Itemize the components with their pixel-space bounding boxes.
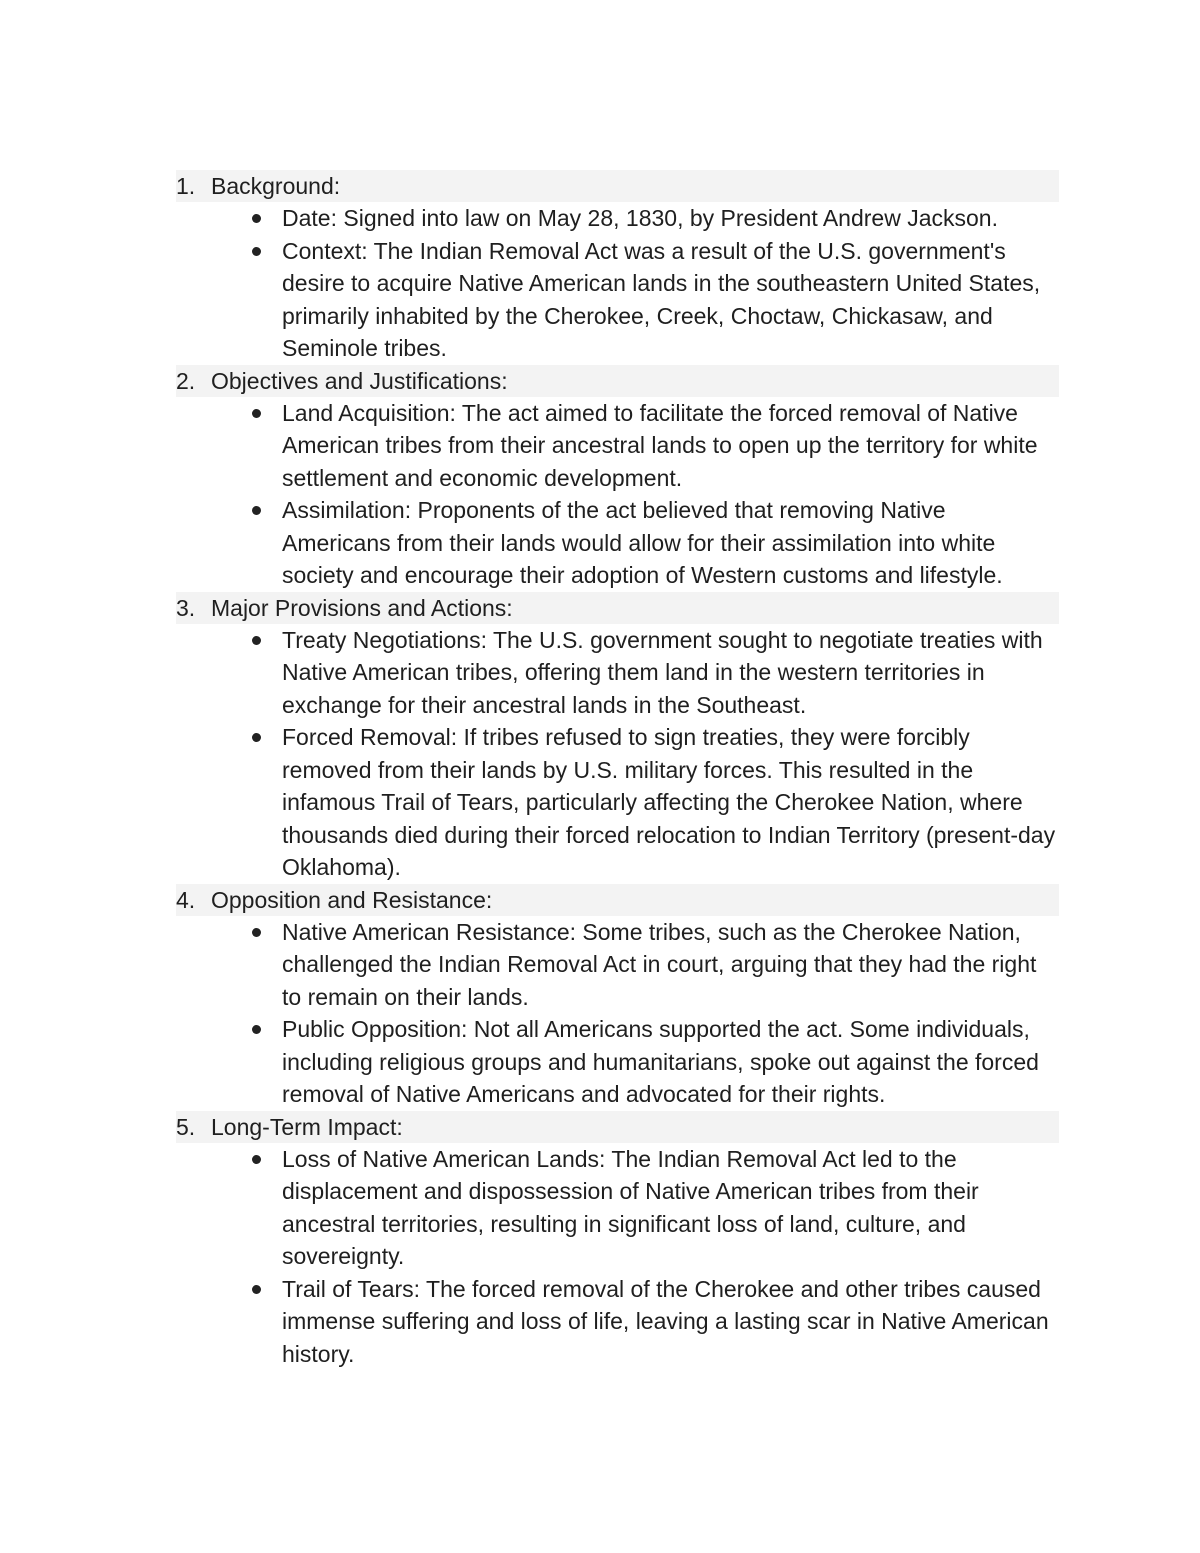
- bullet-item: [176, 916, 1059, 1014]
- section-opposition: [176, 884, 1059, 1111]
- bullet-dot-icon: [252, 1285, 261, 1294]
- bullet-list: [176, 397, 1059, 592]
- bullet-item: [176, 494, 1059, 592]
- bullet-item: [176, 624, 1059, 722]
- bullet-list: [176, 916, 1059, 1111]
- bullet-dot-icon: [252, 733, 261, 742]
- bullet-text: Loss of Native American Lands: The Indian Removal Act led to the displacement and dispossession of Native American tribes from their ancestral territories, resulting in significant loss of land, culture, and sovereignty.: [282, 1145, 979, 1269]
- outline-list: [176, 170, 1059, 1370]
- bullet-list: [176, 202, 1059, 365]
- bullet-dot-icon: [252, 409, 261, 418]
- bullet-item: [176, 1013, 1059, 1111]
- bullet-dot-icon: [252, 636, 261, 645]
- bullet-dot-icon: [252, 1155, 261, 1164]
- bullet-text: Public Opposition: Not all Americans supported the act. Some individuals, including religious groups and humanitarians, spoke out against the forced removal of Native Americans and advocated for their rights.: [282, 1016, 1039, 1107]
- section-number: 5.: [176, 1113, 196, 1140]
- bullet-dot-icon: [252, 506, 261, 515]
- section-heading: [176, 884, 1059, 916]
- bullet-item: [176, 235, 1059, 365]
- bullet-item: [176, 721, 1059, 884]
- bullet-dot-icon: [252, 214, 261, 223]
- section-heading: [176, 170, 1059, 202]
- bullet-list: [176, 1143, 1059, 1371]
- bullet-text: Native American Resistance: Some tribes, such as the Cherokee Nation, challenged the Indian Removal Act in court, arguing that they had the right to remain on their lands.: [282, 918, 1037, 1010]
- bullet-dot-icon: [252, 247, 261, 256]
- section-number: 2.: [176, 367, 196, 394]
- section-title: Background:: [211, 173, 341, 199]
- section-title: Major Provisions and Actions:: [211, 594, 513, 621]
- section-provisions: [176, 592, 1059, 884]
- bullet-list: [176, 624, 1059, 884]
- section-number: 1.: [176, 173, 196, 199]
- section-heading: [176, 1111, 1059, 1143]
- bullet-text: Context: The Indian Removal Act was a result of the U.S. government's desire to acquire Native American lands in the southeastern United States, primarily inhabited by the Cherokee, Creek, Choctaw, Chickasaw, and Seminole tribes.: [282, 237, 1041, 361]
- bullet-dot-icon: [252, 1025, 261, 1034]
- section-heading: [176, 365, 1059, 397]
- bullet-text: Date: Signed into law on May 28, 1830, by President Andrew Jackson.: [282, 205, 998, 231]
- section-heading: [176, 592, 1059, 624]
- section-title: Opposition and Resistance:: [211, 886, 493, 913]
- bullet-item: [176, 397, 1059, 495]
- section-objectives: [176, 365, 1059, 592]
- bullet-text: Forced Removal: If tribes refused to sign treaties, they were forcibly removed from their lands by U.S. military forces. This resulted in the infamous Trail of Tears, particularly affecting the Cherokee Nation, where thousands died during their forced relocation to Indian Territory (present-day Oklahoma).: [282, 724, 1056, 880]
- bullet-item: [176, 202, 1059, 235]
- section-title: Long-Term Impact:: [211, 1113, 403, 1140]
- bullet-text: Assimilation: Proponents of the act believed that removing Native Americans from their lands would allow for their assimilation into white society and encourage their adoption of Western customs and lifestyle.: [282, 497, 1003, 588]
- section-number: 4.: [176, 886, 196, 913]
- section-long-term-impact: [176, 1111, 1059, 1371]
- bullet-text: Land Acquisition: The act aimed to facilitate the forced removal of Native American tribes from their ancestral lands to open up the territory for white settlement and economic development.: [282, 399, 1038, 491]
- bullet-item: [176, 1143, 1059, 1273]
- bullet-dot-icon: [252, 928, 261, 937]
- bullet-text: Treaty Negotiations: The U.S. government sought to negotiate treaties with Native American tribes, offering them land in the western territories in exchange for their ancestral lands in the Southeast.: [282, 626, 1043, 718]
- bullet-item: [176, 1273, 1059, 1371]
- bullet-text: Trail of Tears: The forced removal of the Cherokee and other tribes caused immense suffering and loss of life, leaving a lasting scar in Native American history.: [282, 1275, 1049, 1367]
- section-number: 3.: [176, 594, 196, 621]
- section-title: Objectives and Justifications:: [211, 367, 508, 394]
- section-background: [176, 170, 1059, 365]
